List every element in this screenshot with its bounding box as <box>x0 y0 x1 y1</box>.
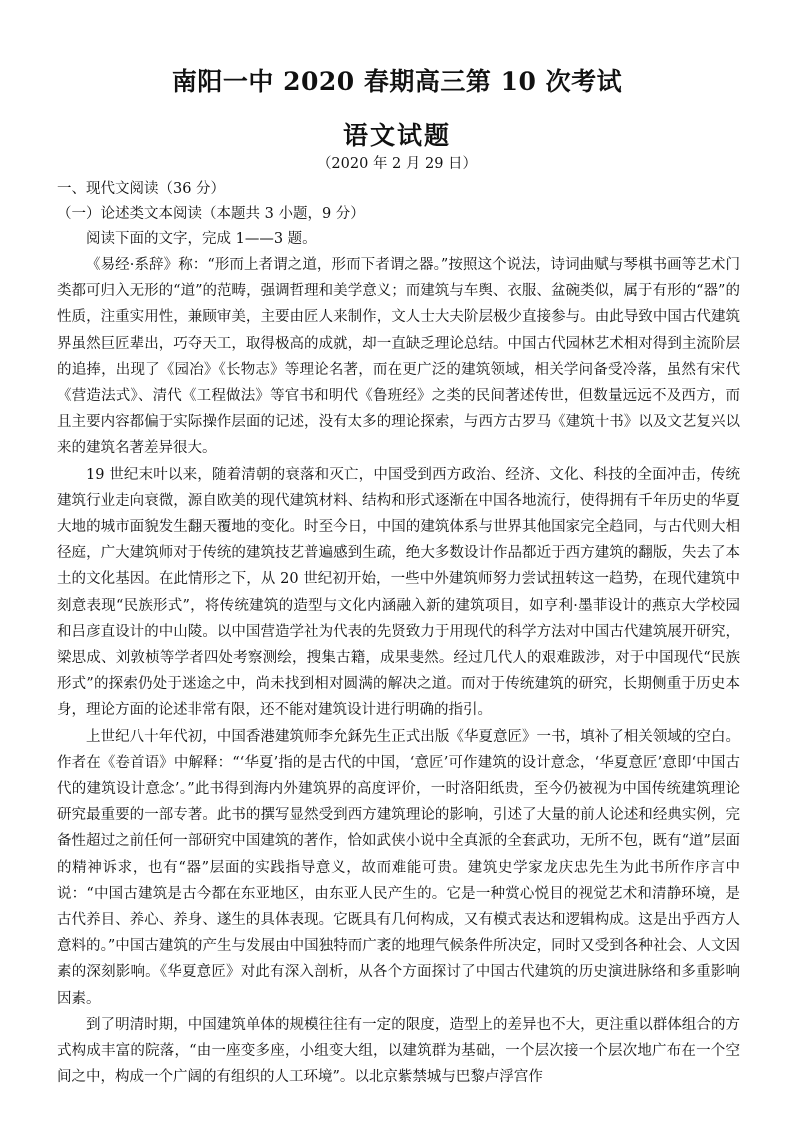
passage-paragraph: 到了明清时期，中国建筑单体的规模往往有一定的限度，造型上的差异也不大，更注重以群体组合的方式构成丰富的院落，“由一座变多座，小组变大组，以建筑群为基础，一个层次接一个层次地广布在一个空间之中，构成一个广阔的有组织的人工环境”。以北京紫禁城与巴黎卢浮宫作 <box>57 1016 740 1086</box>
passage-paragraph: 19 世纪末叶以来，随着清朝的衰落和灭亡，中国受到西方政治、经济、文化、科技的全面冲击，传统建筑行业走向衰微，源自欧美的现代建筑材料、结构和形式逐渐在中国各地流行，使得拥有千年历史的华夏大地的城市面貌发生翻天覆地的变化。时至今日，中国的建筑体系与世界其他国家完全趋同，与古代则大相径庭，广大建筑师对于传统的建筑技艺普遍感到生疏，绝大多数设计作品都近于西方建筑的翻版，失去了本土的文化基因。在此情形之下，从 20 世纪初开始，一些中外建筑师努力尝试扭转这一趋势，在现代建筑中刻意表现“民族形式”，将传统建筑的造型与文化内涵融入新的建筑项目，如亨利·墨菲设计的燕京大学校园和吕彦直设计的中山陵。以中国营造学社为代表的先贤致力于用现代的科学方法对中国古代建筑展开研究，梁思成、刘敦桢等学者四处考察测绘，搜集古籍，成果斐然。经过几代人的艰难跋涉，对于中国现代“民族形式”的探索仍处于迷途之中，尚未找到相对圆满的解决之道。而对于传统建筑的研究，长期侧重于历史本身，理论方面的论述非常有限，还不能对建筑设计进行明确的指引。 <box>57 466 740 719</box>
exam-title: 南阳一中 2020 春期高三第 10 次考试 <box>171 67 623 96</box>
passage-paragraph: 《易经·系辞》称：“形而上者谓之道，形而下者谓之器。”按照这个说法，诗词曲赋与琴棋书画等艺术门类都可归入无形的“道”的范畴，强调哲理和美学意义；而建筑与车舆、衣服、盆碗类似，属于有形的“器”的性质，注重实用性，兼顾审美，主要由匠人来制作，文人士大夫阶层极少直接参与。由此导致中国古代建筑界虽然巨匠辈出，巧夺天工，取得极高的成就，却一直缺乏理论总结。中国古代园林艺术相对得到主流阶层的追捧，出现了《园冶》《长物志》等理论名著，而在更广泛的建筑领域，相关学问备受冷落，虽然有宋代《营造法式》、清代《工程做法》等官书和明代《鲁班经》之类的民间著述传世，但数量远远不及西方，而且主要内容都偏于实际操作层面的记述，没有太多的理论探索，与西方古罗马《建筑十书》以及文艺复兴以来的建筑名著差异很大。 <box>57 257 740 457</box>
reading-instruction: 阅读下面的文字，完成 1——3 题。 <box>86 231 317 247</box>
subsection-heading: （一）论述类文本阅读（本题共 3 小题，9 分） <box>57 206 365 222</box>
reading-passage <box>57 252 740 1091</box>
subject-title: 语文试题 <box>342 121 451 150</box>
passage-paragraph: 上世纪八十年代初，中国香港建筑师李允鉌先生正式出版《华夏意匠》一书，填补了相关领域的空白。作者在《卷首语》中解释：“‘华夏’指的是古代的中国，‘意匠’可作建筑的设计意念，‘华夏意匠’意即‘中国古代的建筑设计意念’。”此书得到海内外建筑界的高度评价，一时洛阳纸贵，至今仍被视为中国传统建筑理论研究最重要的一部专著。此书的撰写显然受到西方建筑理论的影响，引述了大量的前人论述和经典实例，完备性超过之前任何一部研究中国建筑的著作，恰如武侠小说中全真派的全套武功，无所不包，既有“道”层面的精神诉求，也有“器”层面的实践指导意义，故而难能可贵。建筑史学家龙庆忠先生为此书所作序言中说：“中国古建筑是古今都在东亚地区，由东亚人民产生的。它是一种赏心悦目的视觉艺术和清静环境，是古代养目、养心、养身、遂生的具体表现。它既具有几何构成，又有模式表达和逻辑构成。这是出乎西方人意料的。”中国古建筑的产生与发展由中国独特而广袤的地理气候条件所决定，同时又受到各种社会、人文因素的深刻影响。《华夏意匠》对此有深入剖析，从各个方面探讨了中国古代建筑的历史演进脉络和多重影响因素。 <box>57 728 740 1007</box>
exam-date: （2020 年 2 月 29 日） <box>316 156 478 172</box>
section-heading: 一、现代文阅读（36 分） <box>57 181 226 197</box>
